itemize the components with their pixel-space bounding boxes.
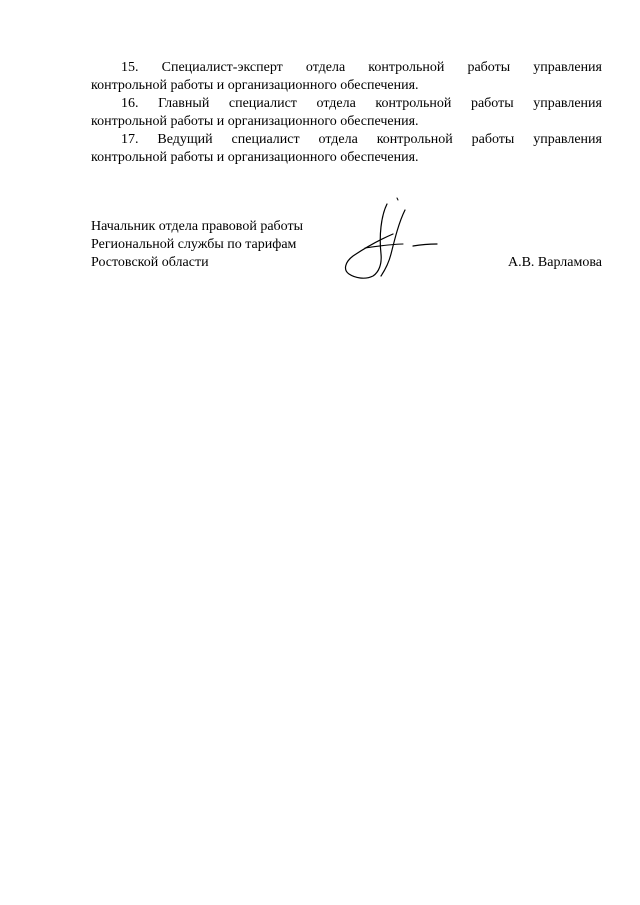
list-item-line (91, 59, 602, 77)
item-word: управления (533, 132, 602, 147)
item-word: отдела (318, 132, 358, 147)
item-word: специалист (231, 132, 300, 147)
list-item-16 (91, 95, 602, 131)
signer-position-line: Ростовской области (91, 255, 209, 270)
list-item-15 (91, 59, 602, 95)
position-list (91, 59, 602, 167)
item-continuation: контрольной работы и организационного обеспечения. (91, 78, 419, 93)
list-item-line (91, 95, 602, 113)
item-number: 15. (121, 60, 139, 75)
item-word: контрольной (375, 96, 452, 111)
item-number: 17. (121, 132, 139, 147)
item-word: Специалист-эксперт (161, 60, 283, 75)
list-item-line (91, 131, 602, 149)
signer-position-line: Начальник отдела правовой работы (91, 219, 303, 234)
item-number: 16. (121, 96, 139, 111)
item-word: работы (470, 96, 514, 111)
signer-position-line: Региональной службы по тарифам (91, 237, 297, 252)
list-item-17 (91, 131, 602, 167)
item-continuation: контрольной работы и организационного обеспечения. (91, 114, 419, 129)
item-word: работы (471, 132, 515, 147)
item-word: управления (533, 96, 602, 111)
item-word: отдела (305, 60, 346, 75)
item-word: контрольной (368, 60, 445, 75)
item-word: управления (533, 60, 602, 75)
item-word: отдела (316, 96, 356, 111)
item-word: контрольной (376, 132, 453, 147)
item-word: специалист (228, 96, 297, 111)
item-word: Ведущий (157, 132, 213, 147)
signer-position (91, 218, 303, 272)
item-continuation: контрольной работы и организационного обеспечения. (91, 150, 419, 165)
handwritten-signature (335, 194, 445, 284)
item-word: работы (467, 60, 511, 75)
signer-name: А.В. Варламова (507, 255, 602, 270)
item-word: Главный (158, 96, 210, 111)
